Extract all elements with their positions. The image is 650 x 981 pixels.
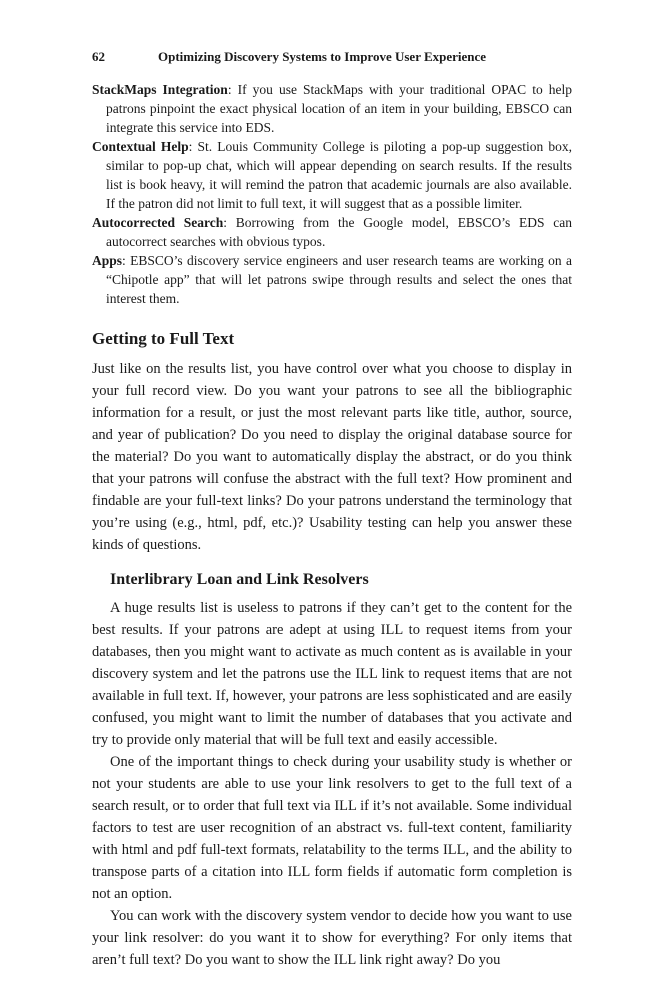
section-paragraph: Just like on the results list, you have control over what you choose to display in your full record view. Do you want your patrons to see all the bibliographic information for a result, or just the most relevant parts like title, author, source, and year of publication? Do you need to display the original database source for the material? Do you want to automatically display the abstract, or do you think that your patrons will confuse the abstract with the full text? How prominent and findable are your full-text links? Do your patrons understand the terminology that you’re using (e.g., html, pdf, etc.)? Usability testing can help you answer these kinds of questions. — [92, 361, 572, 553]
feature-text: : Borrowing from the Google model, EBSCO’s EDS can autocorrect searches with obvious typos. — [106, 215, 572, 249]
feature-term: StackMaps Integration — [92, 82, 228, 97]
feature-term: Apps — [92, 253, 123, 268]
feature-term: Autocorrected Search — [92, 215, 224, 230]
body-paragraph: You can work with the discovery system vendor to decide how you want to use your link resolver: do you want it to show for everything? For only items that aren’t full text? Do you want to show the ILL link right away? Do you — [92, 908, 572, 968]
feature-item — [92, 213, 572, 251]
page-content — [92, 80, 572, 971]
running-head — [92, 49, 572, 65]
body-paragraph: One of the important things to check during your usability study is whether or not your students are able to use your link resolvers to get to the full text of a search result, or to order that full text via ILL if it’s not available. Some individual factors to test are user recognition of an abstract vs. full-text content, familiarity with html and pdf full-text formats, relatability to the terms ILL, and the ability to transpose parts of a citation into ILL form fields if automatic form completion is not an option. — [92, 754, 572, 902]
subsection-heading: Interlibrary Loan and Link Resolvers — [110, 571, 369, 588]
feature-term: Contextual Help — [92, 139, 189, 154]
feature-item — [92, 80, 572, 137]
feature-text: : If you use StackMaps with your traditional OPAC to help patrons pinpoint the exact physical location of an item in your building, EBSCO can integrate this service into EDS. — [106, 82, 572, 135]
feature-item — [92, 137, 572, 213]
feature-text: : EBSCO’s discovery service engineers and user research teams are working on a “Chipotle app” that will let patrons swipe through results and select the ones that interest them. — [106, 253, 572, 306]
section-heading: Getting to Full Text — [92, 329, 235, 348]
feature-text: : St. Louis Community College is piloting a pop-up suggestion box, similar to pop-up chat, which will appear depending on search results. If the results list is book heavy, it will remind the patron that academic journals are also available. If the patron did not limit to full text, it will suggest that as a possible limiter. — [106, 139, 572, 211]
feature-item — [92, 251, 572, 308]
page-number: 62 — [92, 49, 105, 64]
body-paragraph: A huge results list is useless to patrons if they can’t get to the content for the best results. If your patrons are adept at using ILL to request items from your databases, then you might want to activate as much content as is available in your discovery system and let the patrons use the ILL link to request items that are not available in full text. If, however, your patrons are less sophisticated and are easily confused, you might want to limit the number of databases that you activate and try to provide only material that will be full text and easily accessible. — [92, 600, 572, 748]
running-title: Optimizing Discovery Systems to Improve User Experience — [158, 49, 487, 64]
feature-list — [92, 80, 572, 308]
